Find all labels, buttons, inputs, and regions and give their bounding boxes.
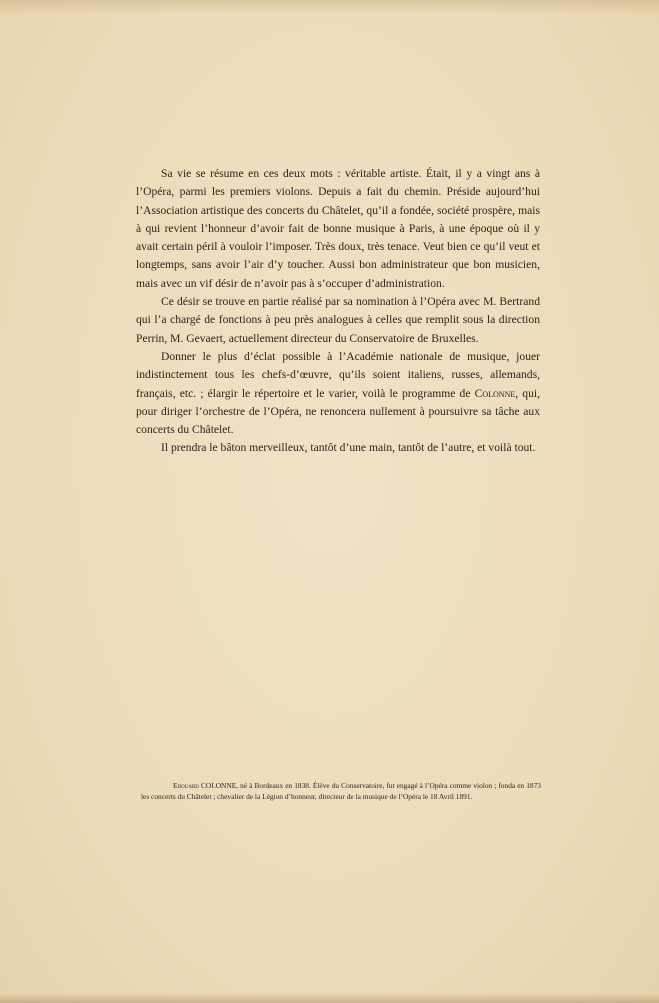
footnote-text — [141, 780, 541, 802]
footnote — [141, 780, 541, 802]
footnote-first-name: Edouard — [173, 781, 199, 790]
colonne-name: Colonne — [474, 386, 516, 400]
paragraph-2: Ce désir se trouve en partie réalisé par sa nomination à l’Opéra avec M. Bertrand qui l’a chargé de fonctions à peu près analogues à celles que remplit sous la direction Perrin, M. Gevaert, actuellement directeur du Conservatoire de Bruxelles. — [136, 295, 540, 345]
paragraph-3-start: Donner le plus d’éclat possible à l’Académie nationale de musique, jouer indistinctement tous les chefs-d’œuvre, qu’ils soient italiens, russes, allemands, français, etc. ; élargir le répertoire et le varier, voilà le programme de — [136, 349, 540, 400]
paragraph-4: Il prendra le bâton merveilleux, tantôt d’une main, tantôt de l’autre, et voilà tout. — [161, 441, 536, 455]
paragraph-1: Sa vie se résume en ces deux mots : véritable artiste. Était, il y a vingt ans à l’Opéra, parmi les premiers violons. Depuis a fait du chemin. Préside aujourd’hui l’Association artistique des concerts du Châtelet, qu’il a fondée, société prospère, mais à qui revient l’honneur d’avoir fait de bonne musique à Paris, à une époque où il y avait certain péril à vouloir l’imposer. Très doux, très tenace. Veut bien ce qu’il veut et longtemps, sans avoir l’air d’y toucher. Aussi bon administrateur que bon musicien, mais avec un vif désir de n’avoir pas à s’occuper d’administration. — [136, 167, 540, 290]
footnote-last-name: COLONNE — [200, 781, 237, 790]
paragraph-3 — [136, 348, 540, 439]
paragraph-3-end: , qui, pour diriger l’orchestre de l’Opéra, ne renoncera nullement à poursuivre sa tâche aux concerts du Châtelet. — [136, 386, 541, 437]
main-text — [136, 165, 540, 458]
footnote-body: , né à Bordeaux en 1838. Élève du Conservatoire, fut engagé à l’Opéra comme violon ; fonda en 1873 les concerts du Châtelet ; chevalier de la Légion d’honneur, directeur de la musique de l’Opéra le 18 Avril 1891. — [141, 781, 541, 801]
